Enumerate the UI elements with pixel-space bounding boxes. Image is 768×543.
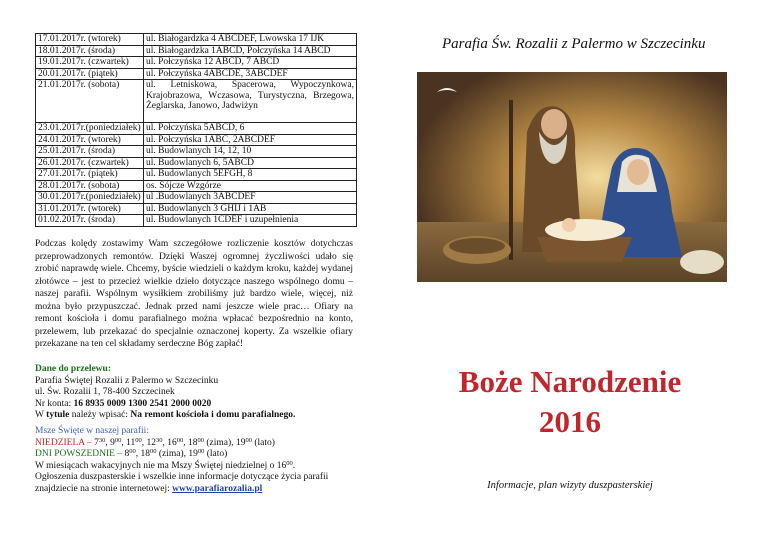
- title-prefix: W: [35, 410, 47, 421]
- streets-cell: ul. Budowlanych 5EFGH, 8: [144, 169, 357, 181]
- streets-cell: ul. Budowlanych 3 GHIJ i 1AB: [144, 203, 357, 215]
- parish-name: Parafia Św. Rozalii z Palermo w Szczecinku: [442, 36, 706, 52]
- parish-account-name: Parafia Świętej Rozalii z Palermo w Szczecinku: [35, 375, 219, 386]
- table-row: [36, 34, 357, 46]
- page-title: Boże Narodzenie: [458, 364, 682, 399]
- table-row: [36, 68, 357, 80]
- weekday-label: DNI POWSZEDNIE: [35, 449, 115, 460]
- streets-cell: ul. Budowlanych 1CDEF i uzupełnienia: [144, 215, 357, 227]
- date-cell: 28.01.2017r. (sobota): [36, 180, 144, 192]
- date-cell: 19.01.2017r. (czwartek): [36, 57, 144, 69]
- streets-cell: os. Sójcze Wzgórze: [144, 180, 357, 192]
- streets-text: ul. Letniskowa, Spacerowa, Wypoczynkowa, Krajobrazowa, Wczasowa, Turystyczna, Brzegowa, Żeglarska, Janowo, Jadwiżyn: [146, 80, 354, 111]
- table-row: [36, 169, 357, 181]
- website-info: Ogłoszenia duszpasterskie i wszelkie inne informacje dotyczące życia parafii znajdziecie na stronie internetowej: www.parafiarozalia.pl: [35, 472, 329, 494]
- weekday-time: $19^{00}$: [188, 448, 205, 460]
- donation-header: Dane do przelewu:: [35, 364, 111, 374]
- transfer-title-line: [35, 410, 355, 422]
- weekday-time: $18^{00}$: [140, 448, 157, 460]
- weekday-time: $8^{00}$: [124, 448, 136, 460]
- masses-header: Msze Święte w naszej parafii:: [35, 426, 149, 436]
- table-row: [36, 57, 357, 69]
- mass-times: [35, 426, 357, 496]
- subtitle: Informacje, plan wizyty duszpasterskiej: [487, 480, 653, 491]
- sunday-line: NIEDZIELA – $7^{30}$, $9^{00}$, $11^{00}$, $12^{30}$, $16^{00}$, $18^{00}$ (zima), $19^{00}$ (lato): [35, 436, 275, 448]
- account-label: Nr konta:: [35, 398, 74, 409]
- table-row: [36, 123, 357, 135]
- streets-cell: ul. Budowlanych 6, 5ABCD: [144, 157, 357, 169]
- streets-cell: ul. Połczyńska 4ABCDE, 3ABCDEF: [144, 68, 357, 80]
- table-row: [36, 215, 357, 227]
- sunday-time: $12^{30}$: [146, 436, 163, 448]
- summer-note: (lato): [206, 449, 228, 460]
- title-value: Na remont kościoła i domu parafialnego.: [130, 410, 296, 421]
- table-row: [36, 157, 357, 169]
- table-row: [36, 203, 357, 215]
- holiday-note: W miesiącach wakacyjnych nie ma Mszy Świętej niedzielnej o $16^{00}$.: [35, 459, 296, 471]
- winter-note: (zima),: [206, 437, 236, 448]
- date-cell: 23.01.2017r.(poniedziałek): [36, 123, 144, 135]
- renovation-paragraph: Podczas kolędy zostawimy Wam szczegółowe rozliczenie kosztów dotychczas przeprowadzonych remontów. Dzięki Waszej ogromnej życzliwości udało się zrobić naprawdę wiele. Chcemy, byście wiedzieli o każdym kroku, każdej wydanej złotówce – jest to przecież wielkie dzieło dotyczące naszego wspólnego domu – naszej parafii. Wspólnym wysiłkiem zrobiliśmy już bardzo wiele, więcej, niż można było przypuszczać. Jednak przed nami jeszcze wiele prac… Ofiary na remont kościoła i domu parafialnego można wpłacać bezpośrednio na konto, przelewem, lub przekazać do specjalnie oznaczonej koperty. Za wszelkie ofiary przekazane na ten cel składamy serdeczne Bóg zapłać!: [35, 239, 353, 349]
- date-cell: 17.01.2017r. (wtorek): [36, 34, 144, 46]
- streets-cell: ul. Budowlanych 14, 12, 10: [144, 146, 357, 158]
- nativity-image: [417, 72, 727, 282]
- streets-cell: ul .Budowlanych 3ABCDEF: [144, 192, 357, 204]
- account-number: 16 8935 0009 1300 2541 2000 0020: [73, 398, 212, 409]
- sunday-time: $9^{00}$: [110, 436, 122, 448]
- table-row: [36, 80, 357, 123]
- weekday-line: DNI POWSZEDNIE – $8^{00}$, $18^{00}$ (zima), $19^{00}$ (lato): [35, 448, 228, 460]
- account-line: [35, 399, 355, 411]
- date-cell: 26.01.2017r. (czwartek): [36, 157, 144, 169]
- year-heading: 2016: [539, 404, 601, 439]
- table-row: [36, 134, 357, 146]
- date-cell: 20.01.2017r. (piątek): [36, 68, 144, 80]
- sunday-time: $18^{00}$: [188, 436, 205, 448]
- visit-schedule-table: [35, 33, 357, 227]
- sunday-time: $7^{30}$: [94, 436, 106, 448]
- parish-address: ul. Św. Rozalii 1, 78-400 Szczecinek: [35, 387, 175, 398]
- table-row: [36, 180, 357, 192]
- date-cell: 30.01.2017r.(poniedziałek): [36, 192, 144, 204]
- date-cell: 01.02.2017r. (środa): [36, 215, 144, 227]
- streets-cell: ul. Połczyńska 12 ABCD, 7 ABCD: [144, 57, 357, 69]
- streets-cell: ul. Białogardzka 1ABCD, Połczyńska 14 ABCD: [144, 45, 357, 57]
- date-text: 21.01.2017r. (sobota): [38, 80, 120, 90]
- table-row: [36, 146, 357, 158]
- sunday-label: NIEDZIELA: [35, 437, 85, 448]
- streets-cell: [144, 80, 357, 123]
- summer-note: (lato): [254, 437, 275, 448]
- table-row: [36, 192, 357, 204]
- title-mid: należy wpisać:: [69, 410, 131, 421]
- date-cell: 25.01.2017r. (środa): [36, 146, 144, 158]
- winter-note: (zima),: [158, 449, 189, 460]
- streets-cell: ul. Połczyńska 5ABCD, 6: [144, 123, 357, 135]
- date-cell: 27.01.2017r. (piątek): [36, 169, 144, 181]
- table-row: [36, 45, 357, 57]
- sunday-time: $16^{00}$: [167, 436, 184, 448]
- website-link[interactable]: www.parafiarozalia.pl: [172, 483, 263, 494]
- donation-details: [35, 364, 355, 422]
- date-cell: 24.01.2017r. (wtorek): [36, 134, 144, 146]
- streets-cell: ul. Połczyńska 1ABC, 2ABCDEF: [144, 134, 357, 146]
- title-word: tytule: [46, 410, 70, 421]
- sunday-time: $19^{00}$: [235, 436, 252, 448]
- sunday-time: $11^{00}$: [126, 436, 142, 448]
- date-cell: 31.01.2017r. (wtorek): [36, 203, 144, 215]
- date-cell: [36, 80, 144, 123]
- date-cell: 18.01.2017r. (środa): [36, 45, 144, 57]
- streets-cell: ul. Białogardzka 4 ABCDEF, Lwowska 17 IJK: [144, 34, 357, 46]
